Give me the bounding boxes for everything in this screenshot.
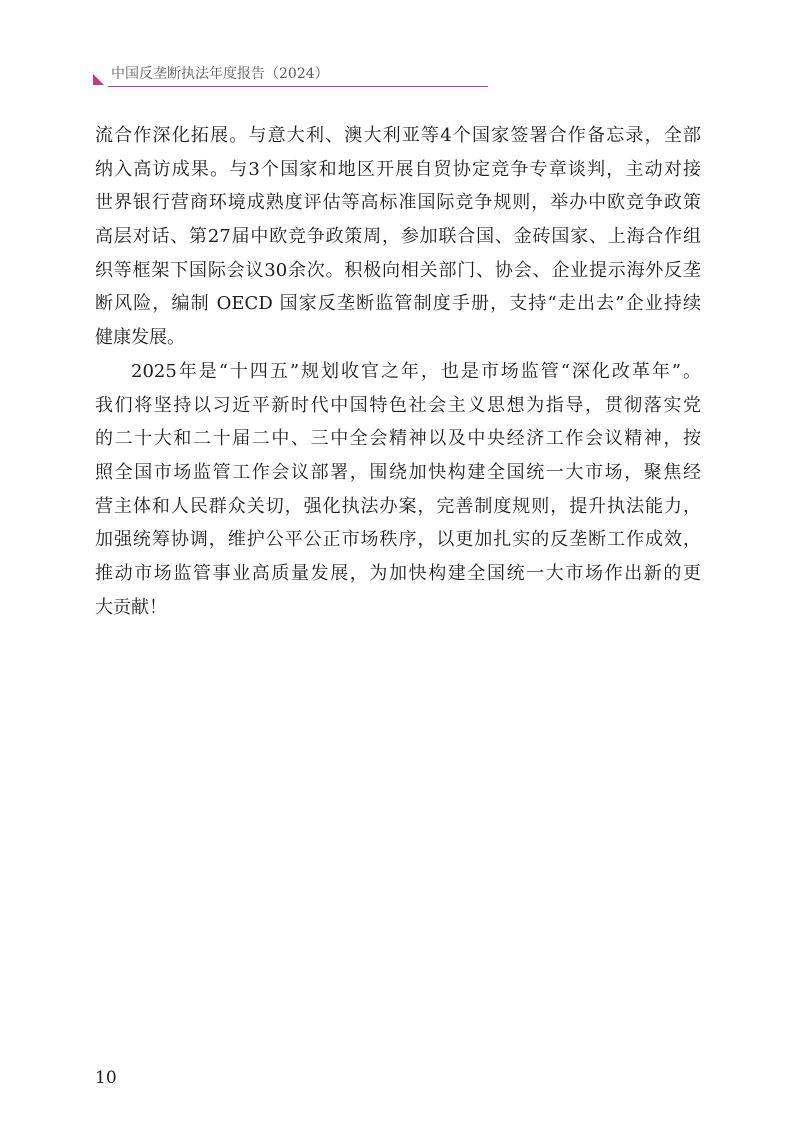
text-line: 我们将坚持以习近平新时代中国特色社会主义思想为指导，贯彻落实党 [95,394,701,416]
running-header-title: 中国反垄断执法年度报告（2024） [111,66,329,82]
header-divider [108,86,488,87]
text-line: 加强统筹协调，维护公平公正市场秩序，以更加扎实的反垄断工作成效， [95,529,701,551]
text-line: 高层对话、第27届中欧竞争政策周，参加联合国、金砖国家、上海合作组 [95,226,701,248]
text-line: 世界银行营商环境成熟度评估等高标准国际竞争规则，举办中欧竞争政策 [95,192,701,214]
text-line: 流合作深化拓展。与意大利、澳大利亚等4个国家签署合作备忘录，全部 [95,125,701,146]
text-line: 推动市场监管事业高质量发展，为加快构建全国统一大市场作出新的更 [95,562,701,584]
text-line: 大贡献！ [95,596,167,618]
text-line: 纳入高访成果。与3个国家和地区开展自贸协定竞争专章谈判，主动对接 [95,158,701,180]
paragraph-2 [95,355,701,625]
text-line: 健康发展。 [95,327,185,349]
text-line: 营主体和人民群众关切，强化执法办案，完善制度规则，提升执法能力， [95,495,701,517]
text-line: 织等框架下国际会议30余次。积极向相关部门、协会、企业提示海外反垄 [95,259,701,281]
text-line: 断风险，编制 OECD 国家反垄断监管制度手册，支持“走出去”企业持续 [95,293,701,315]
header-triangle-icon [93,74,104,85]
text-line: 照全国市场监管工作会议部署，围绕加快构建全国统一大市场，聚焦经 [95,461,701,483]
text-line: 2025年是“十四五”规划收官之年，也是市场监管“深化改革年”。 [131,360,701,382]
body-text [95,119,701,624]
paragraph-1 [95,119,701,355]
text-line: 的二十大和二十届二中、三中全会精神以及中央经济工作会议精神，按 [95,428,701,450]
page-number: 10 [95,1068,117,1088]
